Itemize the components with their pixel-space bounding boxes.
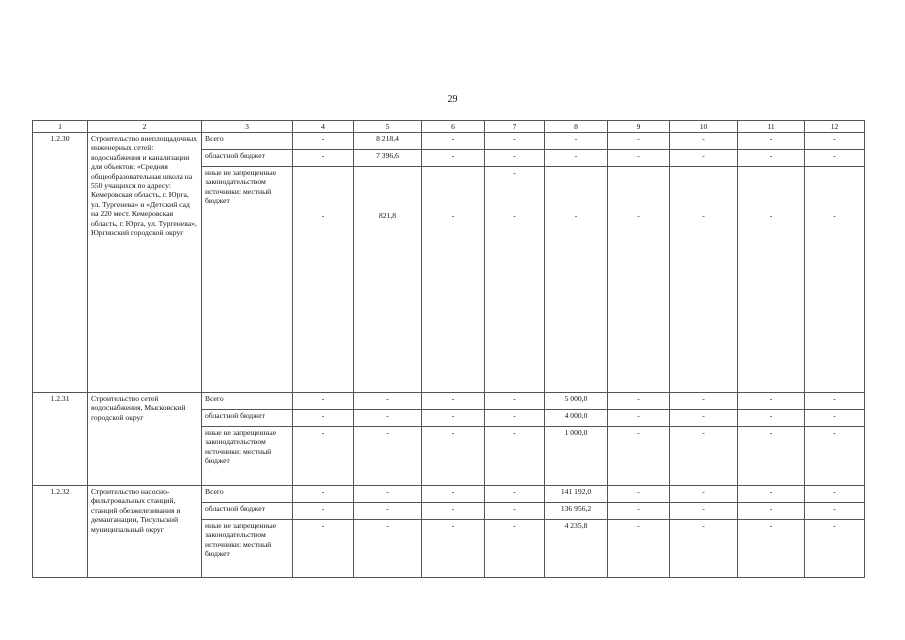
value-cell: - (422, 503, 485, 520)
value-cell: - (738, 520, 805, 578)
value-cell: 1 000,0 (545, 427, 608, 486)
value-cell: 821,8 (354, 167, 422, 393)
value-cell: - (738, 167, 805, 393)
header-cell: 9 (608, 121, 670, 133)
value-cell: - (485, 520, 545, 578)
header-cell: 1 (33, 121, 88, 133)
value-cell: - (670, 520, 738, 578)
value-cell: - (354, 503, 422, 520)
value-cell: - (738, 427, 805, 486)
value-cell: 4 235,8 (545, 520, 608, 578)
value-cell: - (670, 427, 738, 486)
value-cell: - (354, 520, 422, 578)
value-cell: - (738, 503, 805, 520)
value-cell: - (545, 167, 608, 393)
value-cell: - (738, 410, 805, 427)
header-row (33, 121, 865, 133)
value-cell: - (422, 167, 485, 393)
row-number: 1.2.31 (33, 393, 88, 486)
value-cell: - (293, 133, 354, 150)
funding-source: иные не запрещенные законодательством источники: местный бюджет (202, 427, 293, 486)
value-cell: - (805, 167, 865, 393)
value-cell: - (485, 150, 545, 167)
header-cell: 3 (202, 121, 293, 133)
header-cell: 6 (422, 121, 485, 133)
value-cell: - (608, 133, 670, 150)
value-cell: - (293, 520, 354, 578)
value-cell: - (293, 486, 354, 503)
value-cell: - (805, 520, 865, 578)
value-cell: - (670, 133, 738, 150)
funding-source: иные не запрещенные законодательством источники: местный бюджет (202, 520, 293, 578)
value-cell: - (293, 427, 354, 486)
value-cell: - (738, 486, 805, 503)
value-cell: - (422, 520, 485, 578)
value-cell: - (354, 410, 422, 427)
value-cell: 136 956,2 (545, 503, 608, 520)
value-cell: - (422, 486, 485, 503)
data-table (32, 120, 865, 578)
value-cell: - (805, 503, 865, 520)
funding-source: областной бюджет (202, 150, 293, 167)
value-cell: - (670, 393, 738, 410)
value-cell (485, 167, 545, 393)
table-row (33, 486, 865, 503)
value-cell: - (354, 486, 422, 503)
funding-source: Всего (202, 486, 293, 503)
value-cell: - (422, 133, 485, 150)
value-cell: - (485, 410, 545, 427)
value-cell: - (485, 503, 545, 520)
activity-name: Строительство сетей водоснабжения, Мысковский городской округ (88, 393, 202, 486)
value-cell: - (670, 167, 738, 393)
value-cell: - (485, 427, 545, 486)
value-cell: - (293, 150, 354, 167)
value-cell: - (485, 486, 545, 503)
value-cell: - (293, 410, 354, 427)
value-cell: - (354, 427, 422, 486)
value-cell: - (608, 393, 670, 410)
value-cell: - (608, 427, 670, 486)
value-text: - (513, 211, 516, 221)
page-number: 29 (447, 94, 458, 105)
value-cell: - (738, 393, 805, 410)
header-cell: 4 (293, 121, 354, 133)
value-cell: - (485, 393, 545, 410)
header-cell: 8 (545, 121, 608, 133)
value-cell: - (670, 486, 738, 503)
stray-mark: - (513, 168, 516, 177)
value-cell: 8 218,4 (354, 133, 422, 150)
header-cell: 2 (88, 121, 202, 133)
value-cell: - (670, 410, 738, 427)
funding-source: Всего (202, 133, 293, 150)
value-cell: - (805, 486, 865, 503)
value-cell: - (545, 150, 608, 167)
value-cell: - (738, 133, 805, 150)
value-cell: - (293, 167, 354, 393)
table-row (33, 393, 865, 410)
value-cell: - (805, 150, 865, 167)
value-cell: 141 192,0 (545, 486, 608, 503)
value-cell: - (545, 133, 608, 150)
funding-source: Всего (202, 393, 293, 410)
value-cell: - (805, 410, 865, 427)
value-cell: - (422, 393, 485, 410)
header-cell: 12 (805, 121, 865, 133)
value-cell: - (738, 150, 805, 167)
value-cell: 7 396,6 (354, 150, 422, 167)
value-cell: 5 000,0 (545, 393, 608, 410)
activity-name: Строительство насосно-фильтровальных станций, станций обезжелезивания и деманганации, Тисульский муниципальный округ (88, 486, 202, 578)
table-row (33, 133, 865, 150)
value-cell: 4 000,0 (545, 410, 608, 427)
value-cell: - (354, 393, 422, 410)
funding-source: областной бюджет (202, 503, 293, 520)
value-cell: - (608, 486, 670, 503)
value-cell: - (805, 133, 865, 150)
value-cell: - (608, 150, 670, 167)
value-cell: - (422, 150, 485, 167)
value-cell: - (670, 150, 738, 167)
row-number: 1.2.32 (33, 486, 88, 578)
value-cell: - (485, 133, 545, 150)
value-cell: - (805, 427, 865, 486)
value-cell: - (608, 167, 670, 393)
value-cell: - (608, 503, 670, 520)
value-cell: - (422, 410, 485, 427)
funding-source: иные не запрещенные законодательством источники: местный бюджет (202, 167, 293, 393)
value-cell: - (608, 410, 670, 427)
value-cell: - (293, 503, 354, 520)
header-cell: 11 (738, 121, 805, 133)
value-cell: - (608, 520, 670, 578)
row-number: 1.2.30 (33, 133, 88, 393)
value-cell: - (293, 393, 354, 410)
activity-name: Строительство внеплощадочных инженерных сетей: водоснабжения и канализации для объектов: «Средняя общеобразовательная школа на 550 учащихся по адресу: Кемеровская область, г. Юрга, ул. Тургенева» и «Детский сад на 220 мест. Кемеровская область, г. Юрга, ул. Тургенева», Юргинский городской округ (88, 133, 202, 393)
value-cell: - (422, 427, 485, 486)
header-cell: 5 (354, 121, 422, 133)
header-cell: 7 (485, 121, 545, 133)
value-cell: - (670, 503, 738, 520)
header-cell: 10 (670, 121, 738, 133)
value-cell: - (805, 393, 865, 410)
funding-source: областной бюджет (202, 410, 293, 427)
